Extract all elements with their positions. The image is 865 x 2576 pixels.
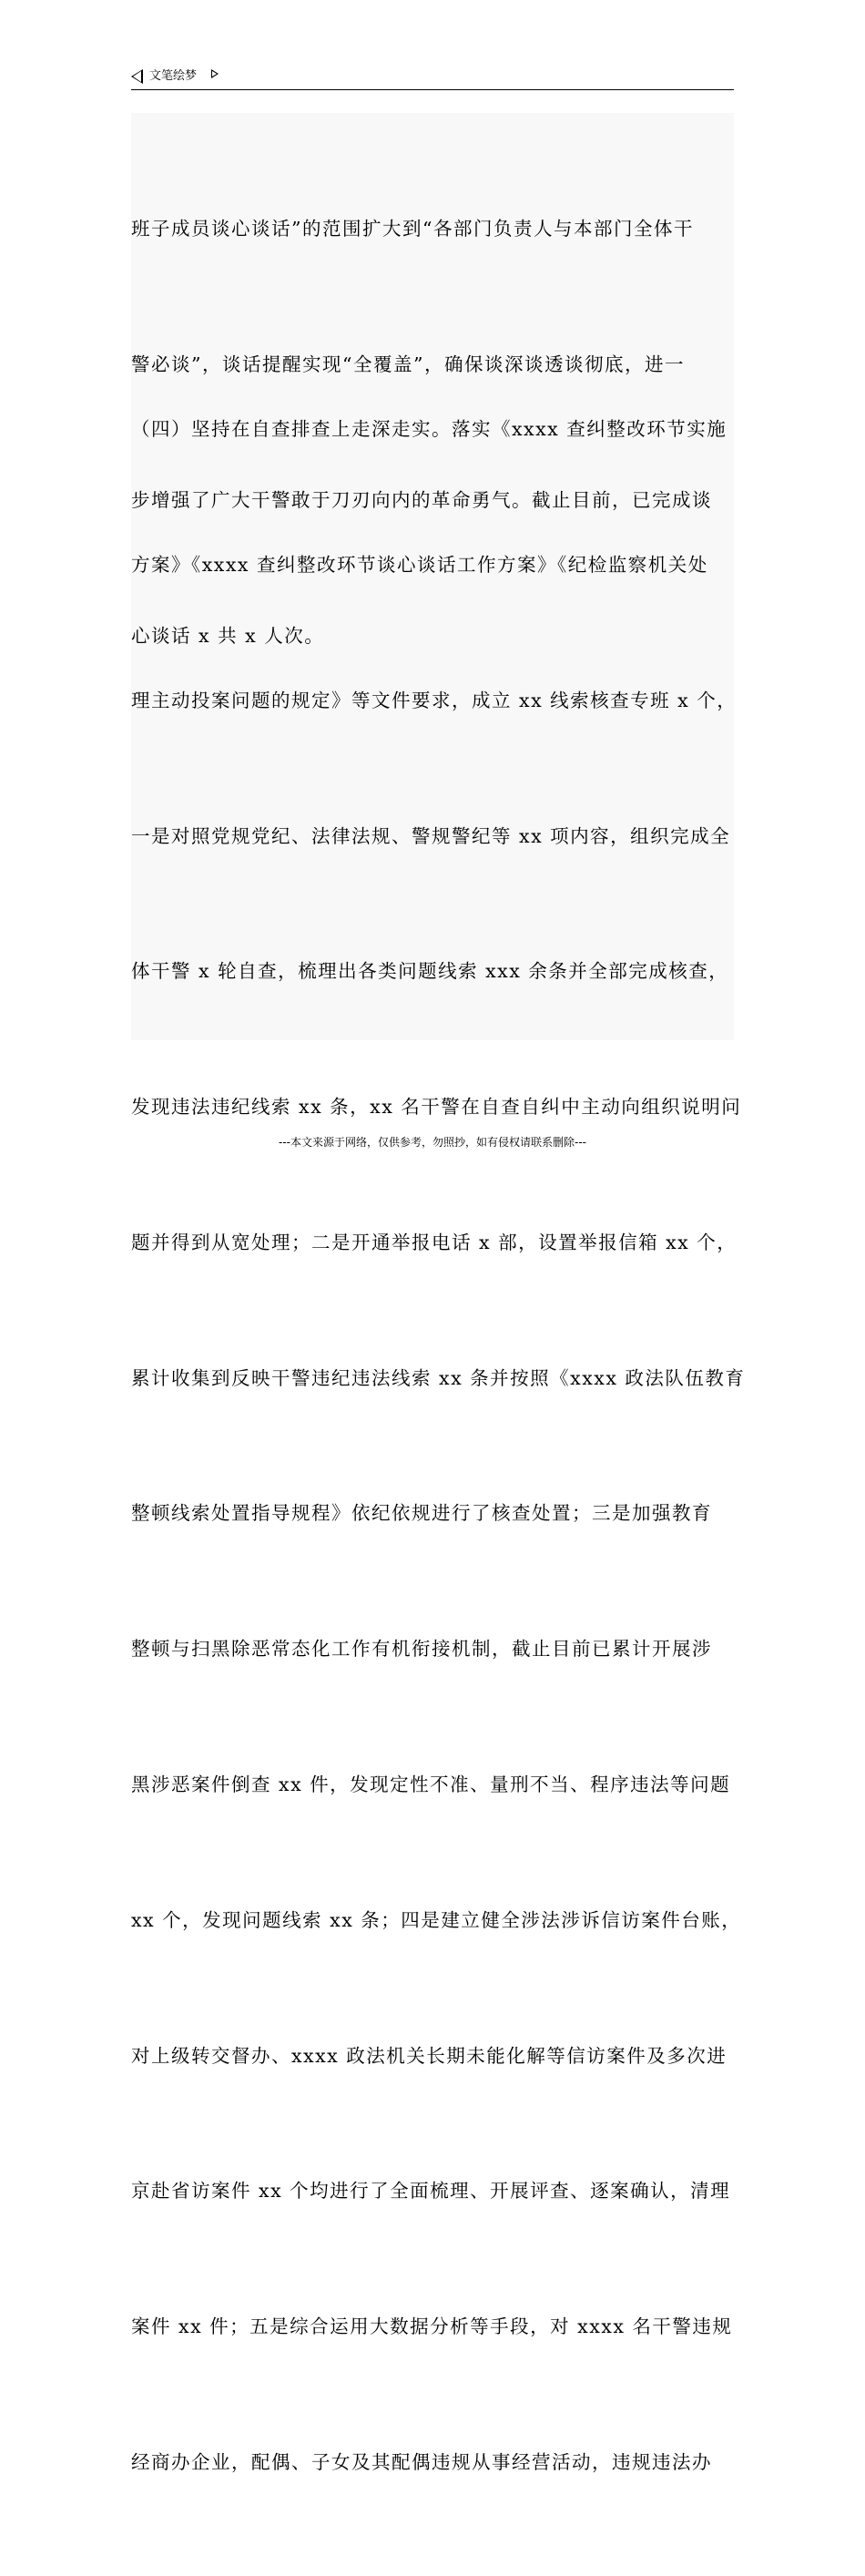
- header-brand: 文笔绘梦: [149, 69, 198, 83]
- text-line: 累计收集到反映干警违纪违法线索 xx 条并按照《xxxx 政法队伍教育: [131, 1366, 746, 1389]
- text-line: 方案》《xxxx 查纠整改环节谈心谈话工作方案》《纪检监察机关处: [131, 553, 708, 576]
- text-line: 案件 xx 件；五是综合运用大数据分析等手段，对 xxxx 名干警违规: [131, 2315, 733, 2338]
- text-line: 整顿与扫黑除恶常态化工作有机衔接机制，截止目前已累计开展涉: [131, 1638, 712, 1661]
- text-line: 理主动投案问题的规定》等文件要求，成立 xx 线索核查专班 x 个，: [131, 689, 738, 711]
- text-line: 班子成员谈心谈话”的范围扩大到“各部门负责人与本部门全体干: [131, 218, 694, 240]
- text-line: 警必谈”，谈话提醒实现“全覆盖”，确保谈深谈透谈彻底，进一: [131, 353, 685, 375]
- text-line: 京赴省访案件 xx 个均进行了全面梳理、开展评查、逐案确认，清理: [131, 2180, 731, 2203]
- text-line: 发现违法违纪线索 xx 条，xx 名干警在自查自纠中主动向组织说明问: [131, 1096, 742, 1119]
- text-line: 体干警 x 轮自查，梳理出各类问题线索 xxx 余条并全部完成核查，: [131, 960, 729, 983]
- text-line: 心谈话 x 共 x 人次。: [131, 624, 325, 647]
- left-triangle-icon: [131, 69, 143, 84]
- text-line: xx 个，发现问题线索 xx 条；四是建立健全涉法涉诉信访案件台账，: [131, 1908, 742, 1931]
- paragraph-2: [131, 317, 745, 2576]
- text-line: 题并得到从宽处理；二是开通举报电话 x 部，设置举报信箱 xx 个，: [131, 1231, 738, 1253]
- text-line: 步增强了广大干警敢于刀刃向内的革命勇气。截止目前，已完成谈: [131, 488, 712, 511]
- right-triangle-icon: [211, 69, 219, 78]
- text-line: 一是对照党规党纪、法律法规、警规警纪等 xx 项内容，组织完成全: [131, 824, 731, 847]
- text-line: （四）坚持在自查排查上走深走实。落实《xxxx 查纠整改环节实施: [131, 418, 728, 441]
- text-line: 整顿线索处置指导规程》依纪依规进行了核查处置；三是加强教育: [131, 1502, 712, 1525]
- footer-disclaimer: ---本文来源于网络，仅供参考，勿照抄，如有侵权请联系删除---: [279, 1136, 586, 1149]
- text-line: 黑涉恶案件倒查 xx 件，发现定性不准、量刑不当、程序违法等问题: [131, 1774, 731, 1795]
- text-line: 经商办企业，配偶、子女及其配偶违规从事经营活动，违规违法办: [131, 2450, 712, 2473]
- page-header: [131, 66, 734, 90]
- text-line: 对上级转交督办、xxxx 政法机关长期未能化解等信访案件及多次进: [131, 2044, 728, 2067]
